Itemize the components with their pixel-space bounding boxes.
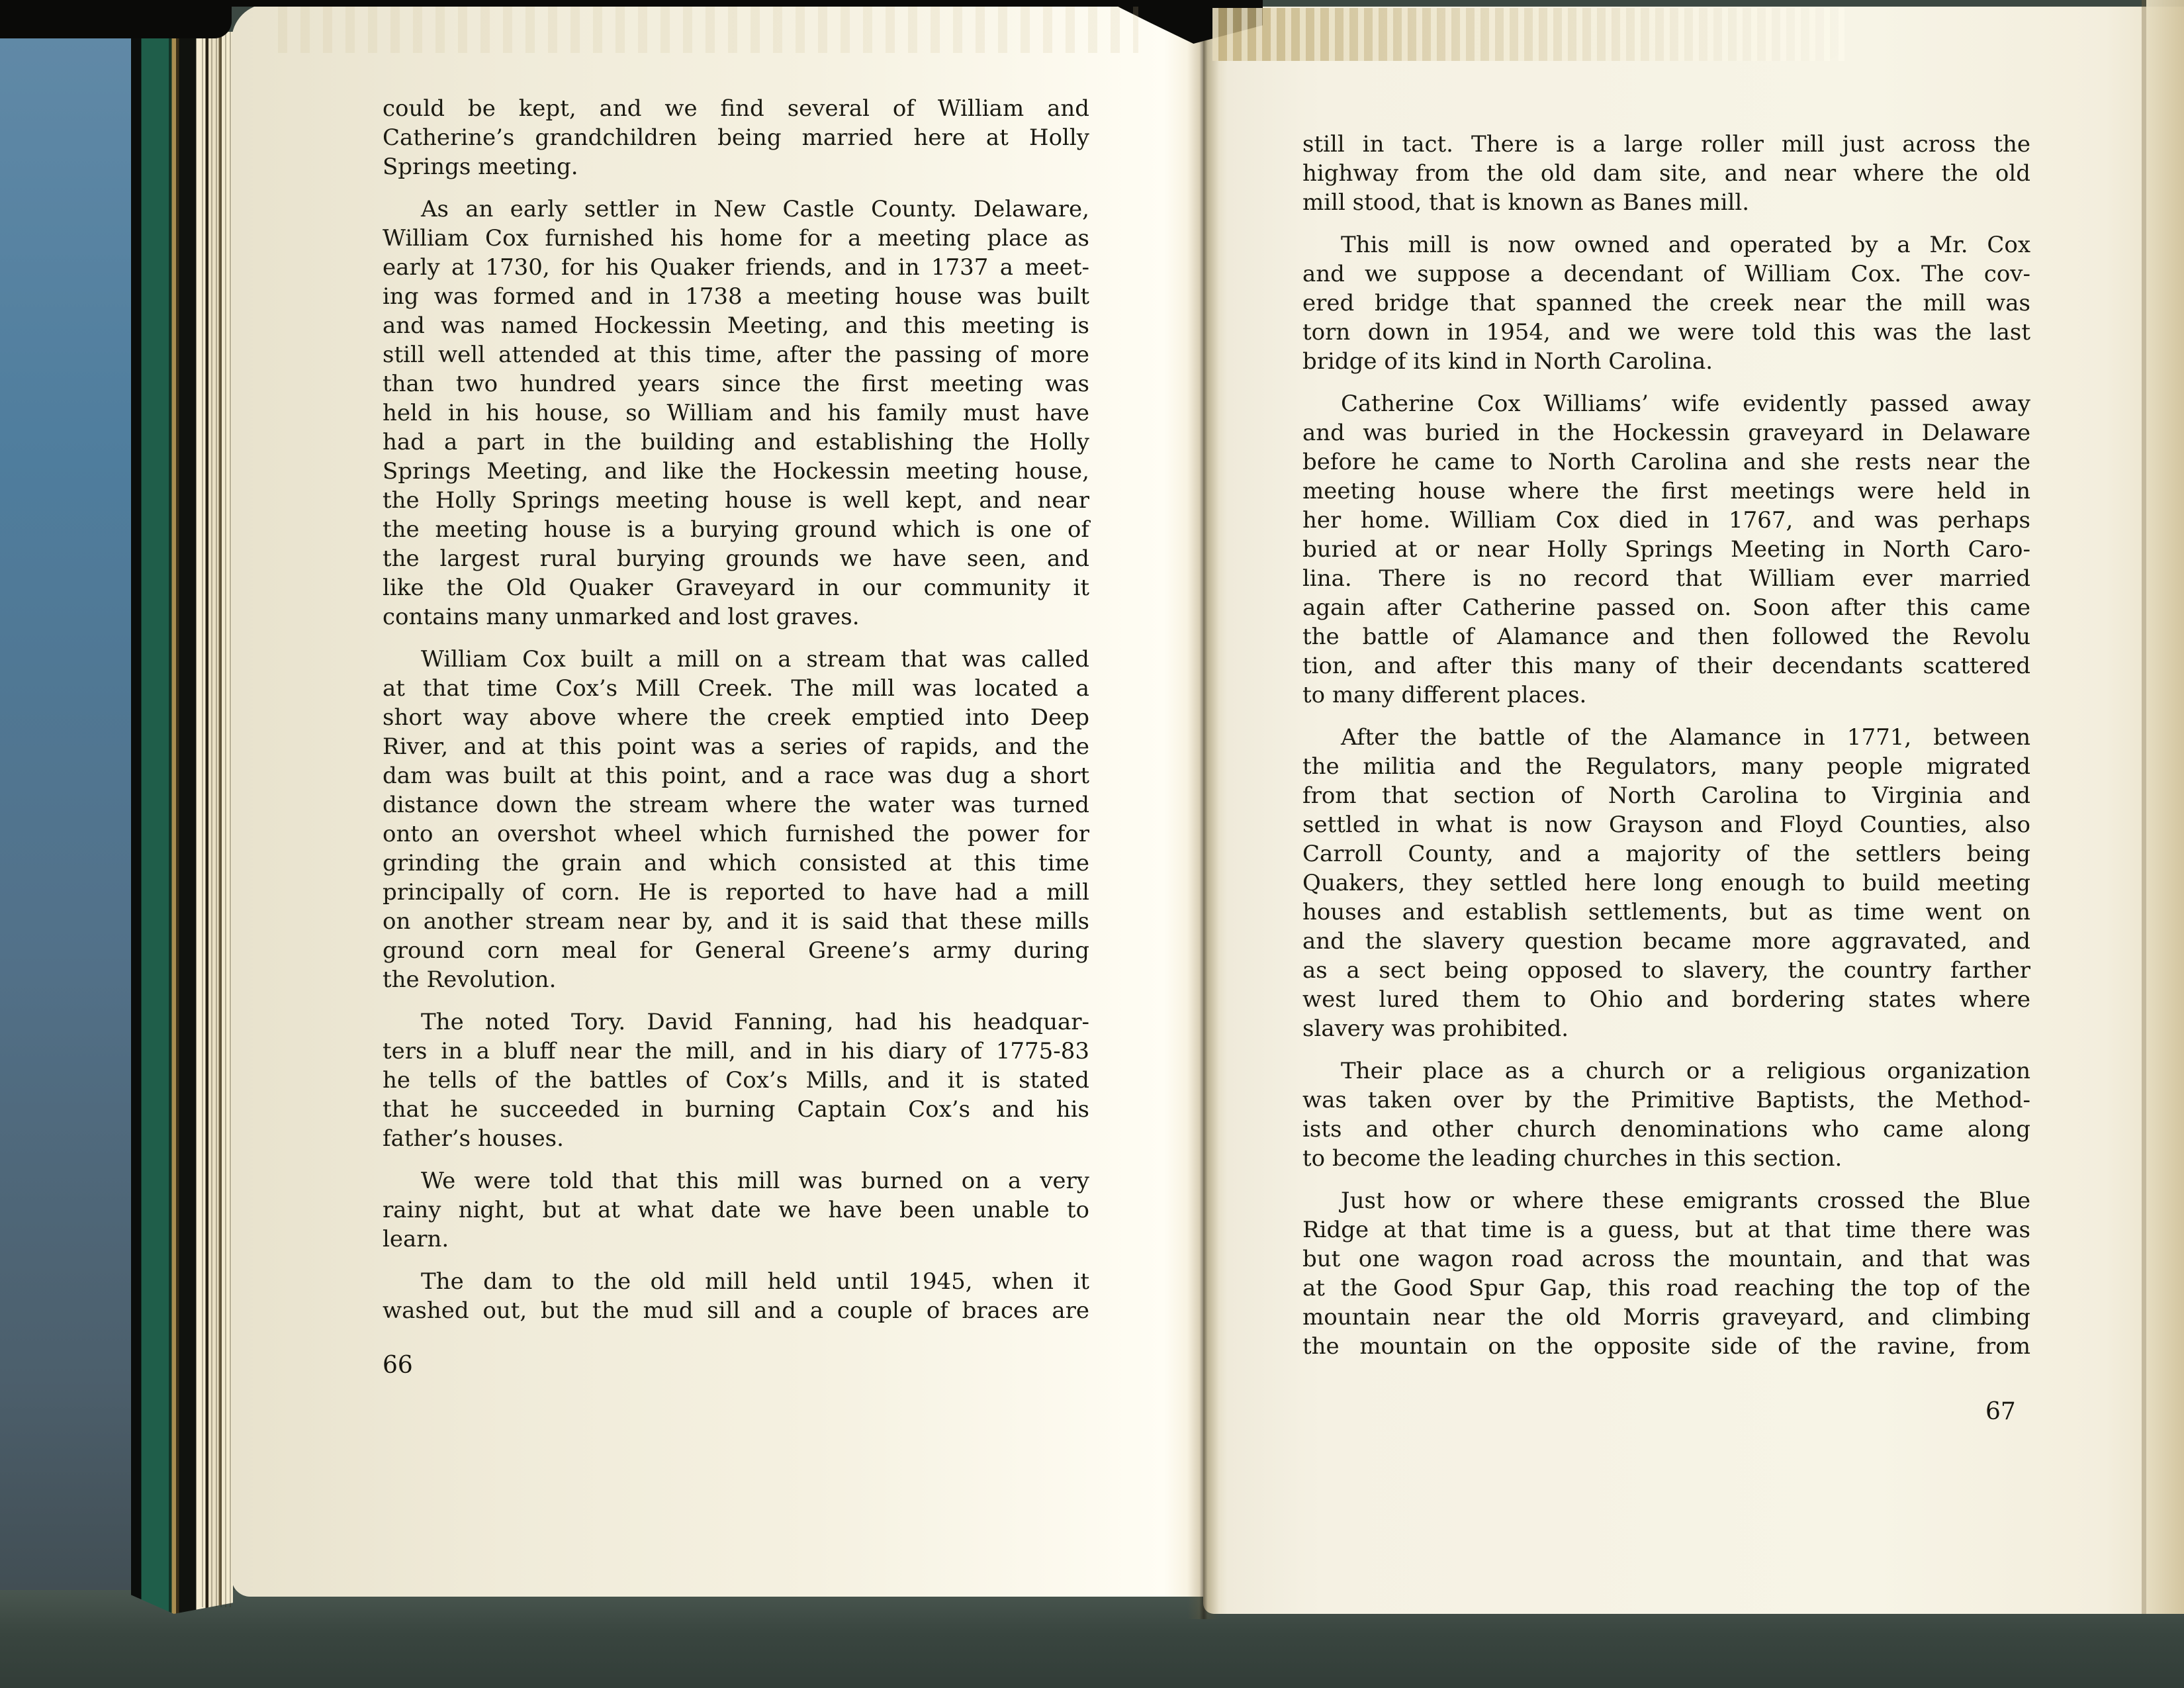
paragraph — [1302, 1186, 2030, 1361]
text-line: the militia and the Regulators, many people migrated — [1302, 753, 2030, 780]
text-line: onto an overshot wheel which furnished the power for — [383, 821, 1089, 847]
text-line: held in his house, so William and his family must have — [383, 400, 1089, 426]
text-line: at that time Cox’s Mill Creek. The mill was located a — [383, 675, 1089, 702]
text-line: had a part in the building and establishing the Holly — [383, 429, 1089, 455]
text-line: to many different places. — [1302, 682, 1587, 708]
paragraph — [383, 1166, 1089, 1254]
text-line: Quakers, they settled here long enough to build meeting — [1302, 870, 2030, 896]
text-line: distance down the stream where the water was turned — [383, 792, 1089, 818]
text-line: the Holly Springs meeting house is well kept, and near — [383, 487, 1089, 514]
text-line: still in tact. There is a large roller mill just across the — [1302, 131, 2030, 158]
paragraph — [1302, 230, 2030, 376]
page-number-left: 66 — [383, 1352, 413, 1379]
text-line: contains many unmarked and lost graves. — [383, 604, 860, 630]
paragraph — [1302, 723, 2030, 1043]
photo-backdrop-left — [0, 0, 146, 1642]
text-line: lina. There is no record that William ever married — [1302, 565, 2030, 592]
text-line: and the slavery question became more aggravated, and — [1302, 928, 2030, 955]
text-line: like the Old Quaker Graveyard in our community it — [383, 575, 1089, 601]
text-line: the meeting house is a burying ground which is one of — [383, 516, 1089, 543]
text-line: at the Good Spur Gap, this road reaching the top of the — [1302, 1275, 2030, 1301]
text-line: Carroll County, and a majority of the settlers being — [1302, 841, 2030, 867]
text-line: washed out, but the mud sill and a couple of braces are — [383, 1297, 1089, 1324]
text-line: Springs Meeting, and like the Hockessin meeting house, — [383, 458, 1089, 485]
paragraph — [1302, 1056, 2030, 1173]
text-line: than two hundred years since the first meeting was — [383, 371, 1089, 397]
text-line: he tells of the battles of Cox’s Mills, and it is stated — [383, 1067, 1089, 1094]
text-line: River, and at this point was a series of rapids, and the — [383, 733, 1089, 760]
text-line: buried at or near Holly Springs Meeting in North Caro- — [1302, 536, 2030, 563]
text-line: the Revolution. — [383, 966, 557, 993]
left-page-top-edge — [278, 7, 1138, 53]
text-line: the largest rural burying grounds we have seen, and — [383, 545, 1089, 572]
text-line: from that section of North Carolina to Virginia and — [1302, 782, 2030, 809]
text-line: mountain near the old Morris graveyard, and climbing — [1302, 1304, 2030, 1331]
text-line: ing was formed and in 1738 a meeting house was built — [383, 283, 1089, 310]
text-line: ground corn meal for General Greene’s army during — [383, 937, 1089, 964]
text-line: that he succeeded in burning Captain Cox’s and his — [383, 1096, 1089, 1123]
text-line: slavery was prohibited. — [1302, 1015, 1569, 1042]
text-line: Springs meeting. — [383, 154, 578, 180]
text-line: ered bridge that spanned the creek near the mill was — [1302, 290, 2030, 316]
paragraph — [383, 94, 1089, 181]
paragraph — [383, 195, 1089, 632]
paragraph — [1302, 130, 2030, 217]
text-line: As an early settler in New Castle County. Delaware, — [421, 196, 1089, 222]
paragraph — [1302, 389, 2030, 710]
right-fore-edge-line — [2142, 0, 2146, 1614]
text-line: again after Catherine passed on. Soon after this came — [1302, 594, 2030, 621]
text-line: learn. — [383, 1226, 449, 1252]
text-line: and was buried in the Hockessin graveyard in Delaware — [1302, 420, 2030, 446]
text-line: but one wagon road across the mountain, and that was — [1302, 1246, 2030, 1272]
text-line: dam was built at this point, and a race was dug a short — [383, 763, 1089, 789]
text-line: William Cox built a mill on a stream that was called — [421, 646, 1089, 673]
text-line: grinding the grain and which consisted at this time — [383, 850, 1089, 876]
text-line: early at 1730, for his Quaker friends, and in 1737 a meet- — [383, 254, 1089, 281]
text-line: William Cox furnished his home for a meeting place as — [383, 225, 1089, 252]
text-line: Catherine Cox Williams’ wife evidently passed away — [1341, 391, 2030, 417]
text-line: the battle of Alamance and then followed the Revolu — [1302, 624, 2030, 650]
text-line: before he came to North Carolina and she rests near the — [1302, 449, 2030, 475]
text-line: highway from the old dam site, and near where the old — [1302, 160, 2030, 187]
paragraph — [383, 1008, 1089, 1153]
text-line: The noted Tory. David Fanning, had his headquar- — [421, 1009, 1089, 1035]
text-line: the mountain on the opposite side of the ravine, from — [1302, 1333, 2030, 1360]
text-line: was taken over by the Primitive Baptists, the Method- — [1302, 1087, 2030, 1113]
stacked-page-edges — [199, 32, 233, 1607]
text-line: father’s houses. — [383, 1125, 564, 1152]
paragraph — [383, 1267, 1089, 1325]
text-line: settled in what is now Grayson and Floyd Counties, also — [1302, 812, 2030, 838]
text-line: mill stood, that is known as Banes mill. — [1302, 189, 1750, 216]
text-line: We were told that this mill was burned on a very — [421, 1168, 1089, 1194]
paragraph — [383, 645, 1089, 994]
text-line: The dam to the old mill held until 1945, when it — [421, 1268, 1089, 1295]
text-line: ters in a bluff near the mill, and in his diary of 1775-83 — [383, 1038, 1089, 1064]
top-left-shadow — [0, 0, 232, 38]
text-line: meeting house where the first meetings were held in — [1302, 478, 2030, 504]
right-page-top-edge — [1212, 8, 1848, 61]
text-line: torn down in 1954, and we were told this was the last — [1302, 319, 2030, 346]
left-page-text — [383, 94, 1089, 1325]
text-line: Just how or where these emigrants crossed the Blue — [1341, 1188, 2030, 1214]
page-number-right: 67 — [1985, 1398, 2016, 1425]
text-line: bridge of its kind in North Carolina. — [1302, 348, 1713, 375]
right-page-text — [1302, 130, 2030, 1361]
text-line: as a sect being opposed to slavery, the country farther — [1302, 957, 2030, 984]
text-line: Their place as a church or a religious organization — [1341, 1058, 2030, 1084]
text-line: could be kept, and we find several of William and — [383, 95, 1089, 122]
text-line: her home. William Cox died in 1767, and was perhaps — [1302, 507, 2030, 534]
text-line: rainy night, but at what date we have been unable to — [383, 1197, 1089, 1223]
text-line: and we suppose a decendant of William Cox. The cov- — [1302, 261, 2030, 287]
text-line: Catherine’s grandchildren being married here at Holly — [383, 124, 1089, 151]
text-line: This mill is now owned and operated by a Mr. Cox — [1341, 232, 2030, 258]
gutter-crease-shadow — [1187, 0, 1219, 1619]
text-line: short way above where the creek emptied into Deep — [383, 704, 1089, 731]
right-fore-edge — [2146, 0, 2184, 1614]
text-line: houses and establish settlements, but as time went on — [1302, 899, 2030, 925]
text-line: principally of corn. He is reported to have had a mill — [383, 879, 1089, 906]
text-line: ists and other church denominations who came along — [1302, 1116, 2030, 1143]
text-line: and was named Hockessin Meeting, and this meeting is — [383, 312, 1089, 339]
text-line: west lured them to Ohio and bordering states where — [1302, 986, 2030, 1013]
text-line: tion, and after this many of their decendants scattered — [1302, 653, 2030, 679]
text-line: to become the leading churches in this section. — [1302, 1145, 1843, 1172]
text-line: After the battle of the Alamance in 1771, between — [1341, 724, 2030, 751]
text-line: on another stream near by, and it is said that these mills — [383, 908, 1089, 935]
text-line: Ridge at that time is a guess, but at that time there was — [1302, 1217, 2030, 1243]
text-line: still well attended at this time, after the passing of more — [383, 342, 1089, 368]
